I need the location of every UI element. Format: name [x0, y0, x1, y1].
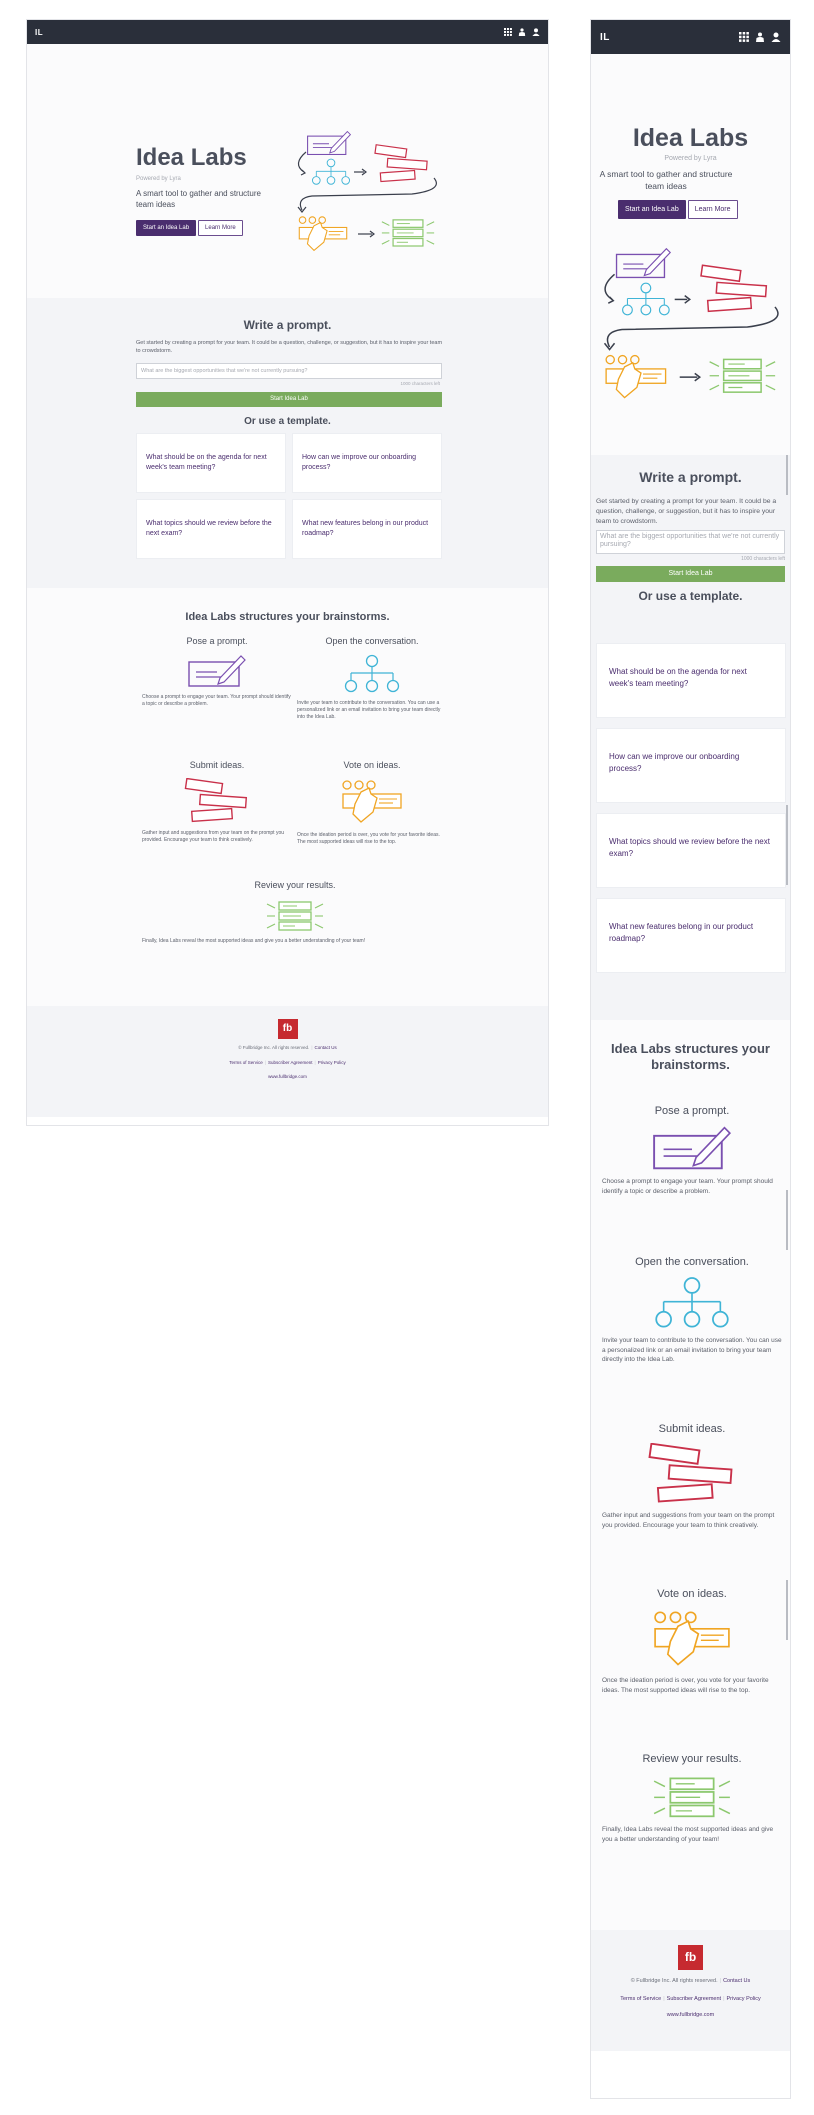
- template-card[interactable]: What new features belong in our product roadmap?: [292, 499, 442, 559]
- ideas-cards-icon: [644, 1443, 740, 1505]
- step-description: Gather input and suggestions from your team on the prompt you provided. Encourage your team to think creatively.: [142, 830, 285, 843]
- template-card[interactable]: What topics should we review before the next exam?: [596, 813, 786, 888]
- step-review: [602, 1753, 782, 1844]
- contact-link[interactable]: Contact Us: [723, 1978, 751, 1984]
- template-card[interactable]: What topics should we review before the next exam?: [136, 499, 286, 559]
- users-icon[interactable]: [755, 32, 765, 42]
- write-prompt-heading: Write a prompt.: [243, 318, 332, 332]
- website-link[interactable]: www.fullbridge.com: [268, 1074, 307, 1079]
- step-open: [297, 636, 447, 721]
- step-title: Submit ideas.: [189, 760, 245, 770]
- step-submit: [142, 760, 292, 844]
- step-description: Finally, Idea Labs reveal the most supported ideas and give you a better understanding of your team!: [142, 938, 366, 944]
- scrollbar[interactable]: [786, 1190, 788, 1250]
- prompt-input[interactable]: What are the biggest opportunities that we're not currently pursuing?: [596, 530, 785, 554]
- start-idea-lab-button[interactable]: Start an Idea Lab: [618, 200, 686, 219]
- hero-tagline: A smart tool to gather and structure team ideas: [136, 189, 261, 209]
- template-heading: Or use a template.: [244, 416, 331, 427]
- how-it-works-section: [591, 1020, 790, 1930]
- footer: fb © Fullbridge Inc. All rights reserved. | Contact Us Terms of Service | Subscriber Agreement | Privacy Policy www.fullbridge.com: [27, 1006, 548, 1117]
- grid-icon[interactable]: [504, 28, 512, 36]
- terms-link[interactable]: Terms of Service: [229, 1060, 263, 1065]
- template-heading: Or use a template.: [638, 589, 743, 603]
- template-card[interactable]: How can we improve our onboarding process?: [292, 433, 442, 493]
- app-logo[interactable]: IL: [35, 27, 44, 37]
- app-logo[interactable]: IL: [600, 31, 610, 43]
- template-card[interactable]: What should be on the agenda for next week's team meeting?: [136, 433, 286, 493]
- fullbridge-logo[interactable]: fb: [278, 1019, 298, 1039]
- step-submit: [602, 1423, 782, 1530]
- template-card[interactable]: What should be on the agenda for next week's team meeting?: [596, 643, 786, 718]
- users-icon[interactable]: [518, 28, 526, 36]
- char-counter: 1000 characters left: [400, 381, 440, 386]
- step-pose: [602, 1105, 782, 1196]
- copyright: © Fullbridge Inc. All rights reserved.: [630, 1978, 718, 1984]
- step-description: Invite your team to contribute to the conversation. You can use a personalized link or an email invitation to bring your team directly into the Idea Lab.: [602, 1337, 782, 1363]
- write-prompt-section: [591, 455, 790, 1020]
- hero-illustration: [597, 227, 785, 437]
- template-card[interactable]: What new features belong in our product roadmap?: [596, 898, 786, 973]
- hero-section: [591, 54, 790, 455]
- network-icon: [342, 654, 402, 694]
- hero-title: Idea Labs: [136, 144, 247, 171]
- step-title: Vote on ideas.: [343, 760, 401, 770]
- step-title: Pose a prompt.: [186, 636, 248, 646]
- desktop-view: [26, 19, 549, 1126]
- step-title: Open the conversation.: [635, 1256, 749, 1268]
- top-navbar: [591, 20, 790, 54]
- step-title: Review your results.: [254, 880, 336, 890]
- website-link[interactable]: www.fullbridge.com: [666, 2012, 715, 2018]
- step-title: Submit ideas.: [658, 1423, 726, 1435]
- step-description: Invite your team to contribute to the conversation. You can use a personalized link or an email invitation to bring your team directly into the Idea Lab.: [297, 700, 441, 720]
- privacy-link[interactable]: Privacy Policy: [726, 1996, 761, 2002]
- step-open: [602, 1256, 782, 1365]
- template-card[interactable]: How can we improve our onboarding process?: [596, 728, 786, 803]
- how-heading: Idea Labs structures your brainstorms.: [611, 1041, 770, 1072]
- vote-hand-icon: [650, 1608, 734, 1670]
- grid-icon[interactable]: [739, 32, 749, 42]
- network-icon: [651, 1276, 733, 1330]
- mobile-view: [590, 19, 791, 2099]
- step-vote: [602, 1588, 782, 1695]
- how-heading: Idea Labs structures your brainstorms.: [185, 611, 390, 623]
- learn-more-button[interactable]: Learn More: [688, 200, 738, 219]
- results-icon: [265, 898, 325, 932]
- step-title: Vote on ideas.: [657, 1588, 727, 1600]
- step-description: Gather input and suggestions from your team on the prompt you provided. Encourage your team to think creatively.: [602, 1512, 775, 1529]
- write-prompt-description: Get started by creating a prompt for your team. It could be a question, challenge, or suggestion, but it has to inspire your team to crowdstorm.: [596, 498, 777, 525]
- write-prompt-description: Get started by creating a prompt for your team. It could be a question, challenge, or suggestion, but it has to inspire your team to crowdstorm.: [136, 340, 443, 354]
- prompt-input[interactable]: What are the biggest opportunities that we're not currently pursuing?: [136, 363, 442, 379]
- powered-by: Powered by Lyra: [136, 176, 181, 182]
- scrollbar[interactable]: [786, 1580, 788, 1640]
- how-it-works-section: [27, 588, 548, 1006]
- hero-tagline: A smart tool to gather and structure team ideas: [599, 169, 733, 191]
- learn-more-button[interactable]: Learn More: [198, 220, 243, 236]
- copyright: © Fullbridge Inc. All rights reserved.: [238, 1045, 310, 1050]
- step-title: Open the conversation.: [325, 636, 419, 646]
- contact-link[interactable]: Contact Us: [314, 1045, 337, 1050]
- write-prompt-section: [27, 298, 548, 588]
- ideas-cards-icon: [182, 778, 252, 824]
- footer: fb © Fullbridge Inc. All rights reserved. | Contact Us Terms of Service | Subscriber Agreement | Privacy Policy www.fullbridge.com: [591, 1930, 790, 2051]
- step-description: Once the ideation period is over, you vote for your favorite ideas. The most supported ideas will rise to the top.: [297, 832, 440, 845]
- write-prompt-heading: Write a prompt.: [639, 469, 742, 485]
- char-counter: 1000 characters left: [741, 556, 785, 562]
- user-icon[interactable]: [532, 28, 540, 36]
- subscriber-link[interactable]: Subscriber Agreement: [666, 1996, 722, 2002]
- step-review: [142, 880, 448, 945]
- hero-title: Idea Labs: [632, 124, 749, 152]
- pose-prompt-icon: [187, 654, 247, 688]
- hero-illustration: [292, 130, 442, 266]
- step-vote: [297, 760, 447, 846]
- vote-hand-icon: [339, 778, 405, 826]
- step-description: Finally, Idea Labs reveal the most supported ideas and give you a better understanding of your team!: [602, 1826, 774, 1843]
- start-idea-lab-submit-button[interactable]: Start Idea Lab: [596, 566, 785, 582]
- step-description: Choose a prompt to engage your team. Your prompt should identify a topic or describe a problem.: [142, 694, 291, 707]
- results-icon: [651, 1773, 733, 1819]
- fullbridge-logo[interactable]: fb: [678, 1945, 703, 1970]
- start-idea-lab-button[interactable]: Start an Idea Lab: [136, 220, 196, 236]
- start-idea-lab-submit-button[interactable]: Start Idea Lab: [136, 392, 442, 407]
- pose-prompt-icon: [651, 1125, 733, 1171]
- step-description: Once the ideation period is over, you vote for your favorite ideas. The most supported ideas will rise to the top.: [602, 1677, 769, 1694]
- user-icon[interactable]: [771, 32, 781, 42]
- privacy-link[interactable]: Privacy Policy: [317, 1060, 346, 1065]
- step-title: Pose a prompt.: [654, 1105, 730, 1117]
- subscriber-link[interactable]: Subscriber Agreement: [267, 1060, 313, 1065]
- step-title: Review your results.: [642, 1753, 742, 1765]
- terms-link[interactable]: Terms of Service: [620, 1996, 662, 2002]
- scrollbar[interactable]: [786, 805, 788, 885]
- powered-by: Powered by Lyra: [664, 155, 717, 162]
- step-description: Choose a prompt to engage your team. Your prompt should identify a topic or describe a problem.: [602, 1178, 773, 1195]
- step-pose: [142, 636, 292, 708]
- hero-section: [27, 44, 548, 298]
- top-navbar: [27, 20, 548, 44]
